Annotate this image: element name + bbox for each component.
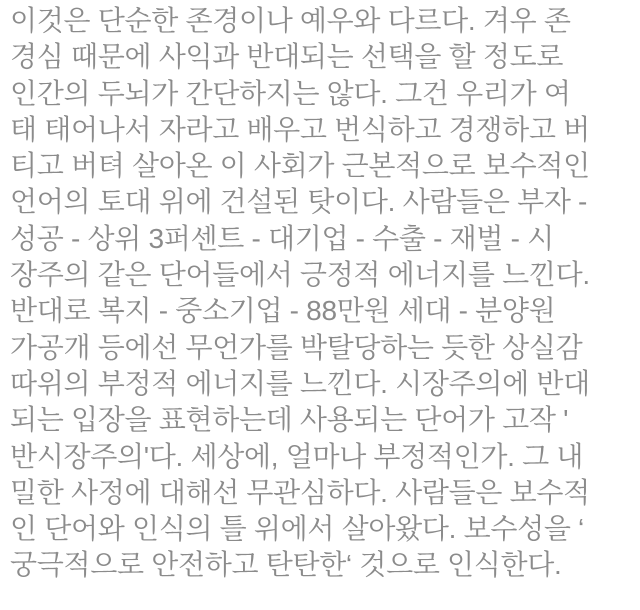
text-line: 태 태어나서 자라고 배우고 번식하고 경쟁하고 버 (10, 113, 590, 145)
text-line: 언어의 토대 위에 건설된 탓이다. 사람들은 부자 - (10, 186, 588, 218)
text-line: 반시장주의'다. 세상에, 얼마나 부정적인가. 그 내 (10, 440, 584, 472)
text-line: 경심 때문에 사익과 반대되는 선택을 할 정도로 (10, 41, 564, 73)
text-line: 밀한 사정에 대해선 무관심하다. 사람들은 보수적 (10, 476, 590, 508)
text-line: 되는 입장을 표현하는데 사용되는 단어가 고작 ' (10, 404, 569, 436)
text-line: 성공 - 상위 3퍼센트 - 대기업 - 수출 - 재벌 - 시 (10, 222, 554, 254)
text-line: 티고 버텨 살아온 이 사회가 근본적으로 보수적인 (10, 150, 590, 182)
text-line: 인간의 두뇌가 간단하지는 않다. 그건 우리가 여 (10, 77, 571, 109)
text-line: 가공개 등에선 무언가를 박탈당하는 듯한 상실감 (10, 331, 583, 363)
text-line: 이것은 단순한 존경이나 예우와 다르다. 겨우 존 (10, 5, 571, 36)
text-line: 인 단어와 인식의 틀 위에서 살아왔다. 보수성을 ‘ (10, 513, 584, 545)
text-line: 반대로 복지 - 중소기업 - 88만원 세대 - 분양원 (10, 295, 556, 327)
text-line: 장주의 같은 단어들에서 긍정적 에너지를 느낀다. (10, 259, 590, 291)
text-lines (10, 3, 636, 584)
text-line: 따위의 부정적 에너지를 느낀다. 시장주의에 반대 (10, 367, 590, 399)
text-line: 궁극적으로 안전하고 탄탄한‘ 것으로 인식한다. (10, 549, 562, 581)
